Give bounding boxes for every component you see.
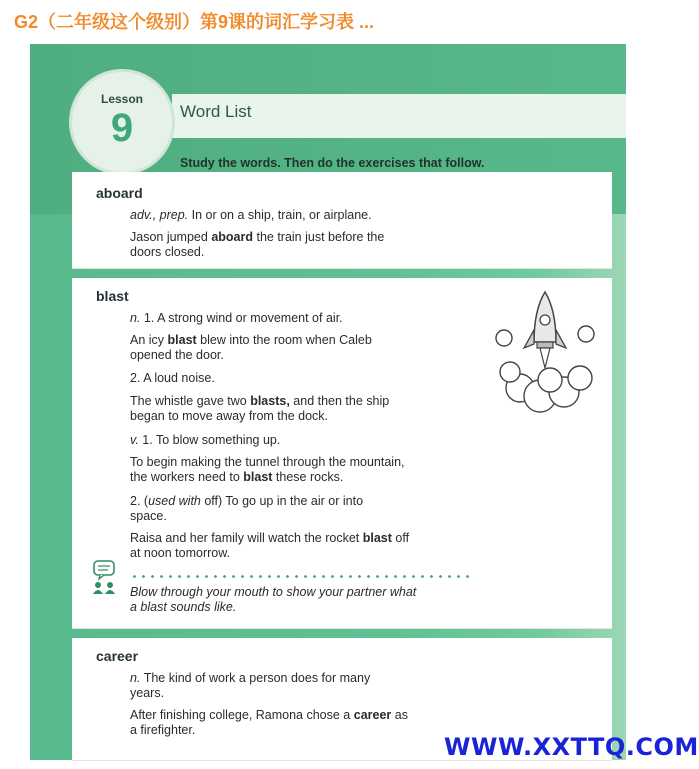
blast-n1-ex-bold: blast: [167, 333, 197, 347]
dotted-divider: [130, 575, 475, 578]
partner-activity-line1: [130, 585, 416, 600]
partner-talk-icon: [90, 560, 118, 596]
blast-n1-example: [130, 333, 372, 348]
blast-n2-example-line2: began to move away from the dock.: [130, 409, 329, 423]
blast-n1-def-text: 1. A strong wind or movement of air.: [143, 311, 343, 325]
blast-v1-definition: [130, 433, 280, 448]
aboard-definition-text: In or on a ship, train, or airplane.: [191, 208, 372, 222]
aboard-example: [130, 230, 384, 245]
lesson-badge-number: 9: [110, 106, 134, 150]
lesson-badge-label: Lesson: [100, 92, 143, 106]
lesson-badge: [72, 72, 172, 172]
blast-n1-definition: [130, 311, 343, 326]
career-pos: n.: [130, 671, 141, 685]
partner-activity-text2: a blast sounds like.: [130, 600, 237, 614]
blast-v2-definition: [130, 494, 363, 509]
instructions: Study the words. Then do the exercises that follow.: [180, 156, 485, 170]
blast-n1-ex-text: An icy: [130, 333, 168, 347]
blast-v-pos: v.: [130, 433, 139, 447]
blast-v2-def-text: off) To go up in the air or into: [200, 494, 364, 508]
term-blast: blast: [96, 288, 129, 304]
blast-v2-ex-bold: blast: [362, 531, 392, 545]
partner-activity-line2: [130, 600, 236, 615]
blast-n2-ex-text2: and then the ship: [289, 394, 390, 408]
aboard-definition: [130, 208, 372, 223]
entry-blast: [72, 278, 612, 629]
rocket-illustration: [490, 288, 600, 418]
blast-n2-ex-bold: blasts,: [250, 394, 290, 408]
blast-v2-italic: used with: [148, 494, 201, 508]
career-definition-line2: years.: [130, 686, 165, 700]
blast-n1-ex-text2: blew into the room when Caleb: [196, 333, 372, 347]
blast-v2-ex-text2: off: [391, 531, 410, 545]
blast-n1-example-line2: opened the door.: [130, 348, 224, 362]
term-aboard: aboard: [96, 185, 143, 201]
blast-v1-ex-text: the workers need to: [130, 470, 244, 484]
career-ex-text2: as: [391, 708, 408, 722]
blast-v1-def-text: 1. To blow something up.: [142, 433, 281, 447]
site-watermark: WWW.XXTTQ.COM: [444, 733, 699, 761]
partner-activity-text1: Blow through your mouth to show your partner what: [130, 585, 417, 599]
aboard-example-text2: the train just before the: [253, 230, 385, 244]
blast-n-pos: n.: [130, 311, 141, 325]
career-example-line2: a firefighter.: [130, 723, 196, 737]
aboard-example-text: Jason jumped: [130, 230, 212, 244]
blast-v1-ex-text2: these rocks.: [272, 470, 344, 484]
textbook-page: [30, 44, 626, 760]
career-ex-text: After finishing college, Ramona chose a: [130, 708, 354, 722]
blast-v2-definition-line2: space.: [130, 509, 167, 523]
blast-v2-example-line2: at noon tomorrow.: [130, 546, 231, 560]
entry-aboard: [72, 172, 612, 269]
word-list-heading: Word List: [180, 102, 252, 121]
blast-v1-example-line2: [130, 470, 343, 485]
blast-v1-example-line1: To begin making the tunnel through the mountain,: [130, 455, 405, 469]
blast-n2-example: [130, 394, 389, 409]
aboard-pos: adv., prep.: [130, 208, 189, 222]
aboard-example-line2: doors closed.: [130, 245, 205, 259]
career-ex-bold: career: [353, 708, 392, 722]
blast-v2-num: 2. (: [130, 494, 149, 508]
blast-n2-ex-text: The whistle gave two: [130, 394, 251, 408]
aboard-example-bold: aboard: [211, 230, 253, 244]
career-definition: [130, 671, 370, 686]
blast-v2-example: [130, 531, 409, 546]
career-definition-text: The kind of work a person does for many: [143, 671, 371, 685]
page-title: G2（二年级这个级别）第9课的词汇学习表 ...: [14, 12, 375, 32]
blast-v1-ex-bold: blast: [243, 470, 273, 484]
blast-v2-ex-text: Raisa and her family will watch the rocket: [130, 531, 363, 545]
term-career: career: [96, 648, 139, 664]
career-example: [130, 708, 408, 723]
blast-n2-definition: 2. A loud noise.: [130, 371, 215, 385]
